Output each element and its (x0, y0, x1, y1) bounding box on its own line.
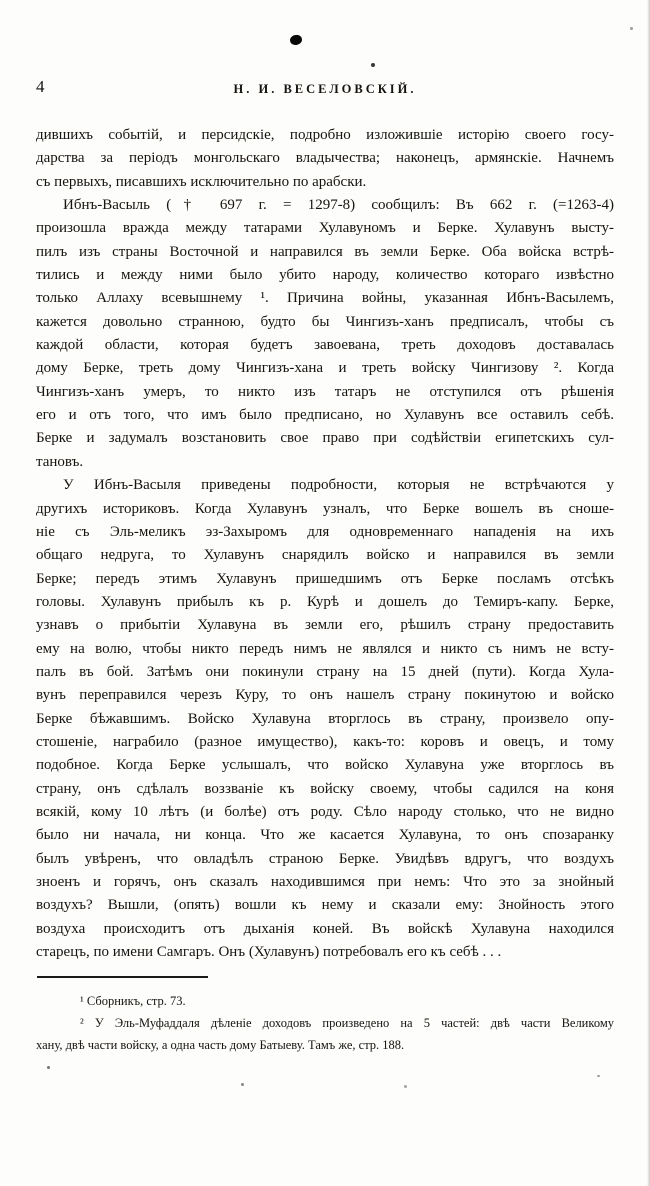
text-line: ніе съ Эль-меликъ эз-Захыромъ для одновременнаго нападенія на ихъ (36, 523, 614, 540)
text-line: стошеніе, награбило (разное имущество), какъ-то: коровъ и овецъ, и тому (36, 733, 614, 750)
text-line: былъ увѣренъ, что овладѣлъ страною Берке. Увидѣвъ вдругъ, что воздухъ (36, 850, 614, 867)
text-line: съ первыхъ, писавшихъ исключительно по арабски. (36, 173, 367, 190)
body-text (36, 124, 614, 964)
footnote (36, 991, 614, 1013)
text-line: У Ибнъ-Васыля приведены подробности, которыя не встрѣчаются у (63, 477, 614, 494)
text-line: его и отъ того, что имъ было предписано, но Хулавунъ все оставилъ себѣ. (36, 407, 614, 424)
paragraph (36, 474, 614, 964)
running-header: Н. И. ВЕСЕЛОВСКІЙ. (233, 82, 417, 96)
paragraph (36, 124, 614, 194)
text-line: узнавъ о прибытіи Хулавуна въ земли его, рѣшилъ страну предоставить (36, 617, 614, 634)
scan-speckle (371, 63, 375, 67)
text-line: Берке и задумалъ возстановить свое право при содѣйствіи египетскихъ сул- (36, 430, 614, 447)
text-line: ¹ Сборникъ, стр. 73. (80, 994, 186, 1008)
text-line: кажется довольно странною, будто бы Чингизъ-ханъ предписалъ, чтобы съ (36, 313, 614, 330)
text-line: Ибнъ-Васыль († 697 г. = 1297-8) сообщилъ: Въ 662 г. (=1263-4) (63, 197, 614, 214)
text-line: дарства за періодъ монгольскаго владычества; наконецъ, армянскіе. Начнемъ (36, 150, 614, 167)
text-line: воздуха происходитъ отъ дыханія коней. Въ войскѣ Хулавуна находился (36, 920, 614, 937)
scan-speckle (47, 1066, 50, 1069)
text-line: ему на волю, чтобы никто передъ нимъ не являлся и никто съ нимъ не всту- (36, 640, 614, 657)
footnote-separator (37, 976, 208, 978)
text-line: каждой области, которая будетъ завоевана, треть доходовъ доставалась (36, 337, 614, 354)
text-line: головы. Хулавунъ прибылъ къ р. Курѣ и дошелъ до Темиръ-капу. Берке, (36, 593, 614, 610)
text-line: ² У Эль-Муфаддаля дѣленіе доходовъ произведено на 5 частей: двѣ части Великому (80, 1015, 614, 1030)
text-line: всякій, кому 10 лѣтъ (и болѣе) отъ роду. Сѣло народу столько, что не видно (36, 803, 614, 820)
text-line: пилъ изъ страны Восточной и направился въ земли Берке. Оба войска встрѣ- (36, 243, 614, 260)
text-line: палъ въ бой. Затѣмъ они покинули страну на 15 дней (пути). Когда Хула- (36, 663, 614, 680)
footnotes (36, 991, 614, 1056)
text-line: вунъ переправился черезъ Куру, то онъ нашелъ страну покинутою и войско (36, 687, 614, 704)
text-line: общаго недруга, то Хулавунъ снарядилъ войско и направился въ земли (36, 547, 614, 564)
text-line: хану, двѣ части войску, а одна часть дому Батыеву. Тамъ же, стр. 188. (36, 1037, 405, 1052)
text-line: дившихъ событій, и персидскіе, подробно изложившіе исторію своего госу- (36, 127, 614, 143)
footnote (36, 1013, 614, 1057)
text-line: тились и между ними было убито народу, количество котораго извѣстно (36, 267, 614, 284)
text-line: Чингизъ-ханъ умеръ, то никто изъ татаръ не отступился отъ рѣшенія (36, 383, 614, 400)
scan-speckle (241, 1083, 244, 1086)
text-line: дому Берке, треть дому Чингизъ-хана и треть войску Чингизову ². Когда (36, 360, 614, 377)
text-line: подобное. Когда Берке услышалъ, что войско Хулавуна уже вторглось въ (36, 757, 614, 774)
page-number: 4 (36, 77, 45, 96)
text-line: воздухъ? Вышли, (опять) вошли къ нему и сказали ему: Знойность этого (36, 897, 614, 914)
text-line: зноенъ и горячъ, онъ сказалъ находившимся при немъ: Что это за знойный (36, 874, 614, 890)
text-line: старецъ, по имени Самгаръ. Онъ (Хулавунъ) потребовалъ его къ себѣ . . . (36, 944, 502, 961)
text-line: страну, онъ сдѣлалъ воззваніе къ войску своему, чтобы садился на коня (36, 780, 614, 797)
scan-speckle (630, 27, 633, 30)
text-line: только Аллаху всевышнему ¹. Причина войны, указанная Ибнъ-Васылемъ, (36, 290, 614, 307)
text-line: произошла вражда между татарами Хулавуномъ и Берке. Хулавунъ высту- (36, 220, 614, 237)
scan-speckle (597, 1075, 600, 1077)
text-line: было ни начала, ни конца. Что же касается Хулавуна, то онъ спозаранку (36, 827, 614, 844)
text-line: другихъ историковъ. Когда Хулавунъ узналъ, что Берке вошелъ въ сноше- (36, 500, 614, 517)
text-line: Берке бѣжавшимъ. Войско Хулавуна вторглось въ страну, произвело опу- (36, 710, 614, 727)
paragraph (36, 194, 614, 474)
ink-blot (289, 34, 302, 46)
text-line: Берке; передъ этимъ Хулавунъ пришедшимъ отъ Берке посламъ отсѣкъ (36, 570, 614, 587)
text-line: тановъ. (36, 453, 84, 470)
scan-speckle (404, 1085, 407, 1088)
